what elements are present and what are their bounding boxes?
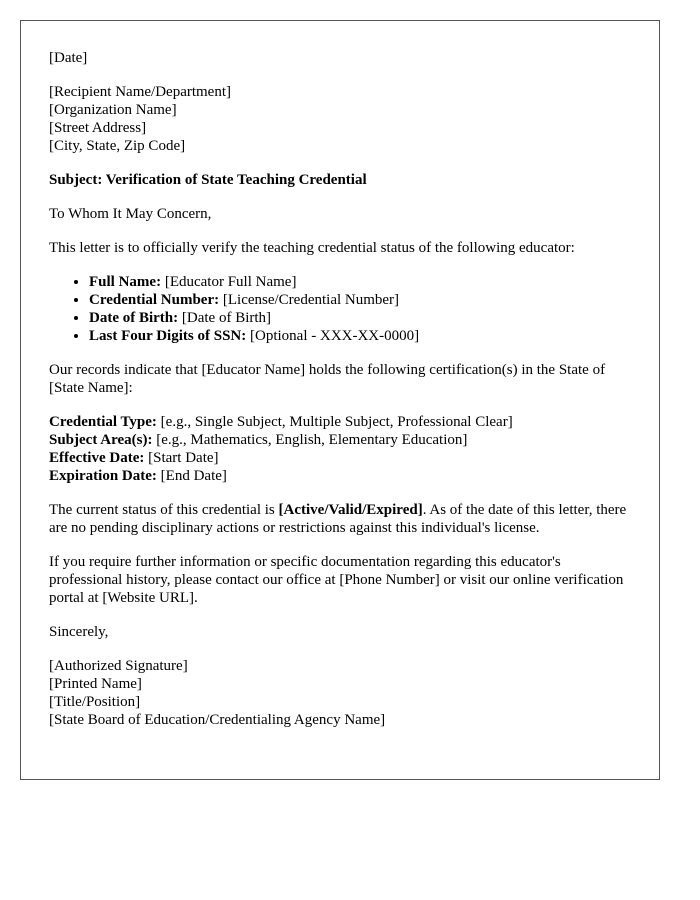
credential-value: [e.g., Single Subject, Multiple Subject, Professional Clear] <box>156 414 513 430</box>
detail-value: [Optional - XXX-XX-0000] <box>246 328 420 344</box>
status-paragraph <box>49 501 631 537</box>
authorized-signature: [Authorized Signature] <box>49 658 188 674</box>
expiration-date-line <box>49 467 631 485</box>
credential-label: Subject Area(s): <box>49 432 153 448</box>
subject-line <box>49 171 631 189</box>
credential-label: Expiration Date: <box>49 468 157 484</box>
effective-date-line <box>49 449 631 467</box>
recipient-city: [City, State, Zip Code] <box>49 138 186 154</box>
detail-label: Date of Birth: <box>89 310 179 326</box>
credential-details <box>49 413 631 485</box>
subject-area-line <box>49 431 631 449</box>
credential-label: Effective Date: <box>49 450 145 466</box>
credential-value: [Start Date] <box>144 450 219 466</box>
educator-detail-credential-number <box>89 291 631 309</box>
detail-label: Credential Number: <box>89 292 220 308</box>
salutation: To Whom It May Concern, <box>49 206 212 222</box>
credential-type-line <box>49 413 631 431</box>
intro-paragraph: This letter is to officially verify the teaching credential status of the following educator: <box>49 240 575 256</box>
status-text-after: . As of the date of this letter, there are no pending disciplinary actions or restrictions against this individual's license. <box>49 502 627 536</box>
credential-value: [e.g., Mathematics, English, Elementary Education] <box>152 432 468 448</box>
contact-paragraph: If you require further information or specific documentation regarding this educator's professional history, please contact our office at [Phone Number] or visit our online verification portal at [Website URL]. <box>49 554 624 606</box>
status-value: [Active/Valid/Expired] <box>278 502 423 518</box>
detail-value: [Educator Full Name] <box>161 274 297 290</box>
closing: Sincerely, <box>49 624 109 640</box>
credential-value: [End Date] <box>156 468 227 484</box>
educator-detail-ssn <box>89 327 631 345</box>
signature-block <box>49 657 631 729</box>
educator-details-list <box>49 273 631 345</box>
printed-name: [Printed Name] <box>49 676 142 692</box>
educator-detail-date-of-birth <box>89 309 631 327</box>
recipient-street: [Street Address] <box>49 120 147 136</box>
credential-label: Credential Type: <box>49 414 157 430</box>
records-paragraph: Our records indicate that [Educator Name] holds the following certification(s) in the State of [State Name]: <box>49 362 606 396</box>
detail-label: Last Four Digits of SSN: <box>89 328 247 344</box>
letter-page <box>20 20 660 780</box>
recipient-organization: [Organization Name] <box>49 102 177 118</box>
detail-value: [License/Credential Number] <box>219 292 400 308</box>
detail-label: Full Name: <box>89 274 162 290</box>
status-text-before: The current status of this credential is <box>49 502 279 518</box>
detail-value: [Date of Birth] <box>178 310 272 326</box>
letter-date: [Date] <box>49 50 88 66</box>
agency-name: [State Board of Education/Credentialing Agency Name] <box>49 712 386 728</box>
recipient-address <box>49 83 631 155</box>
educator-detail-full-name <box>89 273 631 291</box>
signer-title: [Title/Position] <box>49 694 141 710</box>
recipient-name: [Recipient Name/Department] <box>49 84 232 100</box>
subject-text: Subject: Verification of State Teaching Credential <box>49 172 367 188</box>
